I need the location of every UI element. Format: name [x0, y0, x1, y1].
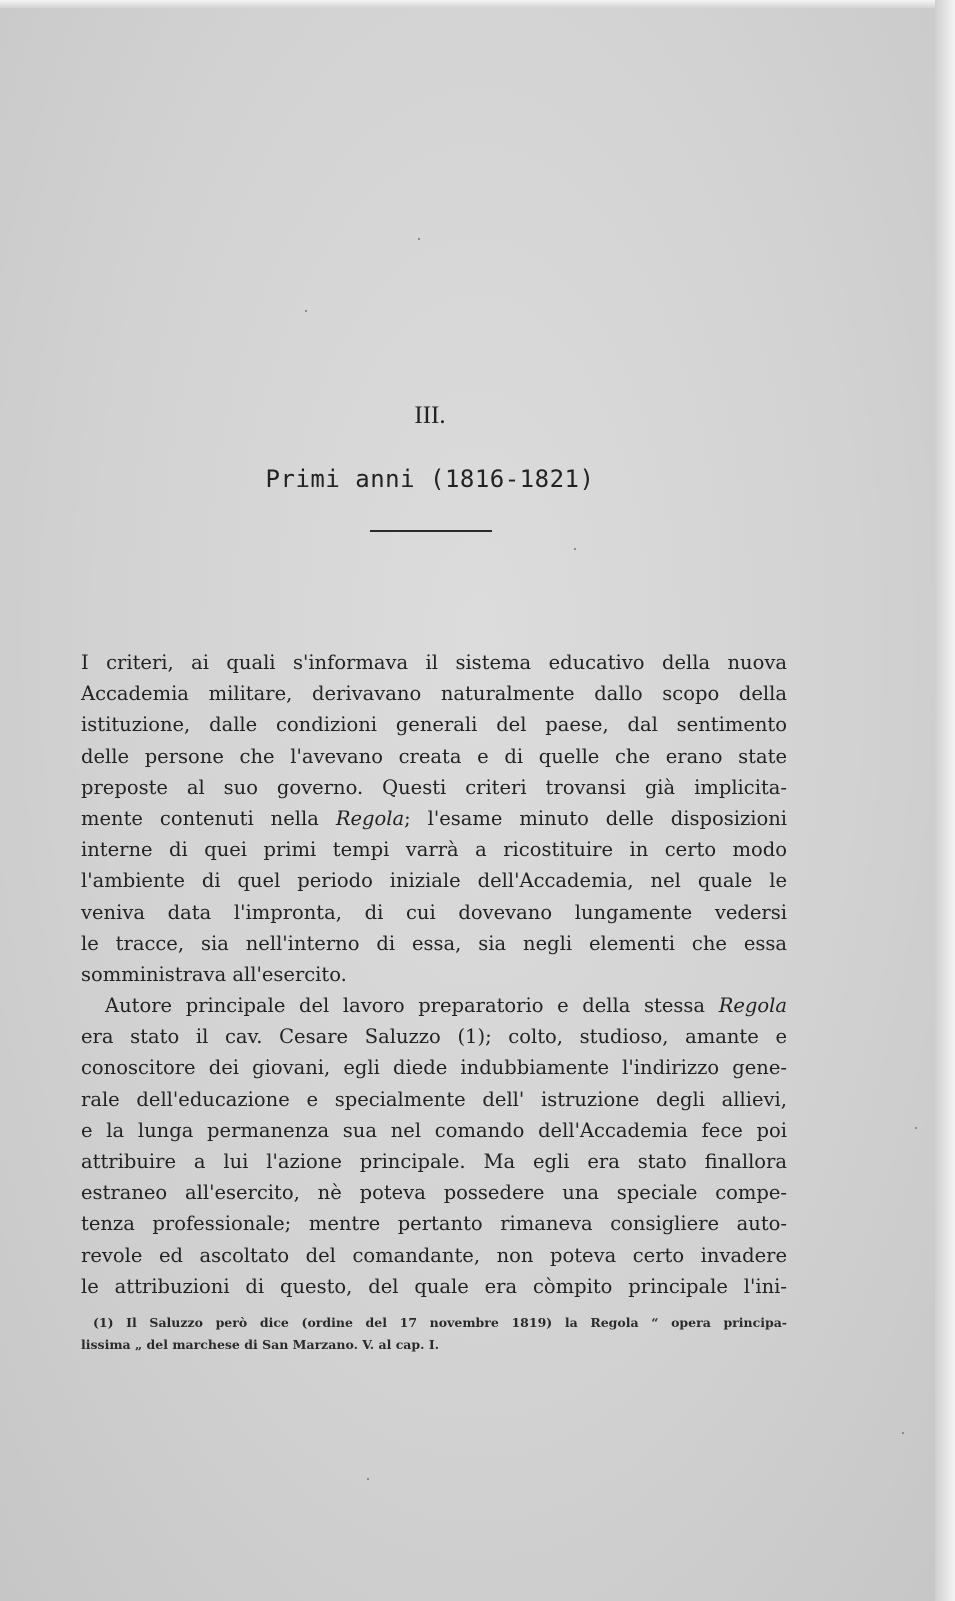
text-line: rale dell'educazione e specialmente dell' istruzione degli allievi,: [81, 1087, 787, 1111]
footnote: [81, 1312, 787, 1356]
italic-title: Regola: [718, 994, 787, 1018]
paragraph: [81, 647, 787, 990]
text-line: estraneo all'esercito, nè poteva possedere una speciale compe-: [81, 1181, 787, 1205]
chapter-title: Primi anni (1816-1821): [265, 465, 595, 493]
text-line: era stato il cav. Cesare Saluzzo (1); colto, studioso, amante e: [81, 1025, 787, 1049]
text-line: istituzione, dalle condizioni generali del paese, dal sentimento: [81, 713, 787, 737]
paragraph: [81, 990, 787, 1302]
text-line: Accademia militare, derivavano naturalmente dallo scopo della: [81, 682, 787, 706]
text-line: preposte al suo governo. Questi criteri trovansi già implicita-: [81, 775, 787, 799]
text-run: Autore principale del lavoro preparatorio e della stessa: [105, 994, 719, 1018]
text-run: mente contenuti nella: [81, 806, 336, 830]
footnote-line: lissima „ del marchese di San Marzano. V. al cap. I.: [81, 1337, 440, 1352]
text-line: interne di quei primi tempi varrà a ricostituire in certo modo: [81, 838, 787, 862]
page-right-edge: [935, 0, 955, 1601]
text-line: delle persone che l'avevano creata e di quelle che erano state: [81, 744, 787, 768]
text-line: le tracce, sia nell'interno di essa, sia negli elementi che essa: [81, 931, 787, 955]
text-line: e la lunga permanenza sua nel comando dell'Accademia fece poi: [81, 1118, 787, 1142]
chapter-number: III.: [414, 402, 446, 429]
text-line: [81, 990, 787, 1021]
text-line: tenza professionale; mentre pertanto rimaneva consigliere auto-: [81, 1212, 787, 1236]
text-run: ; l'esame minuto delle disposizioni: [404, 806, 787, 830]
italic-title: Regola: [335, 806, 405, 830]
text-line: conoscitore dei giovani, egli diede indubbiamente l'indirizzo gene-: [81, 1056, 787, 1080]
text-line: somministrava all'esercito.: [81, 962, 347, 986]
text-line: attribuire a lui l'azione principale. Ma egli era stato finallora: [81, 1150, 787, 1173]
text-line: [81, 803, 787, 834]
title-divider: [370, 530, 492, 532]
text-line: l'ambiente di quel periodo iniziale dell'Accademia, nel quale le: [81, 869, 787, 893]
text-line: veniva data l'impronta, di cui dovevano lungamente vedersi: [81, 900, 787, 924]
page-top-edge: [0, 0, 955, 8]
footnote-line: (1) Il Saluzzo però dice (ordine del 17 novembre 1819) la Regola “ opera principa-: [93, 1315, 787, 1330]
text-line: I criteri, ai quali s'informava il sistema educativo della nuova: [81, 651, 787, 674]
text-line: revole ed ascoltato del comandante, non poteva certo invadere: [81, 1243, 787, 1267]
text-line: le attribuzioni di questo, del quale era còmpito principale l'ini-: [81, 1274, 787, 1298]
body-text: [81, 647, 787, 1302]
